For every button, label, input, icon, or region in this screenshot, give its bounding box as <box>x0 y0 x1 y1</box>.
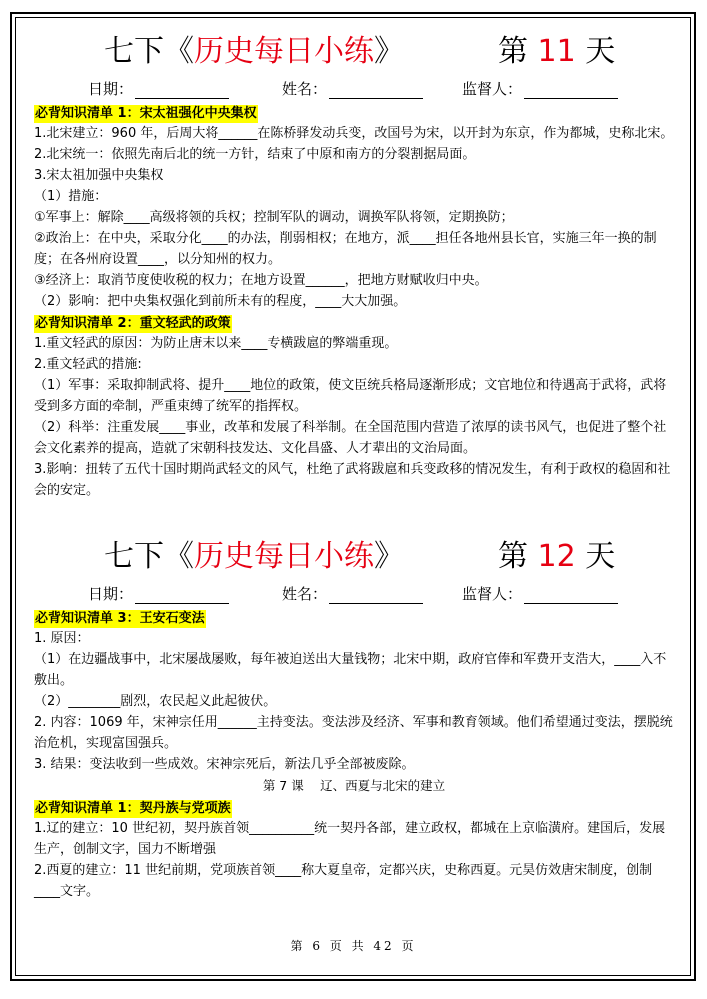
paragraph: 1.北宋建立：960 年，后周大将______在陈桥驿发动兵变，改国号为宋，以开封为东京，作为都城，史称北宋。 <box>34 126 674 141</box>
paragraph: （2）科举：注重发展____事业，改革和发展了科举制。在全国范围内营造了浓厚的读书风气，也促进了整个社会文化素养的提高，造就了宋朝科技发达、文化昌盛、人才辈出的文治局面。 <box>34 420 667 456</box>
paragraph: 2. 内容：1069 年，宋神宗任用______主持变法。变法涉及经济、军事和教育领域。他们希望通过变法，摆脱统治危机，实现富国强兵。 <box>34 715 673 751</box>
worksheet-title <box>104 30 404 74</box>
name-field-blank <box>329 590 423 604</box>
day-number: 12 <box>537 539 576 574</box>
worksheet-content <box>34 30 674 902</box>
paragraph: ①军事上：解除____高级将领的兵权；控制军队的调动，调换军队将领，定期换防； <box>34 210 514 225</box>
paragraph: 1.辽的建立：10 世纪初，契丹族首领__________统一契丹各部，建立政权，都城在上京临潢府。建国后，发展生产，创制文字，国力不断增强 <box>34 821 666 857</box>
paragraph: 2.重文轻武的措施: <box>34 357 142 372</box>
title-prefix: 七下《 <box>104 539 194 574</box>
paragraph: 1.重文轻武的原因：为防止唐末以来____专横跋扈的弊端重现。 <box>34 336 398 351</box>
paragraph: ②政治上：在中央，采取分化____的办法，削弱相权；在地方，派____担任各地州县长官，实施三年一换的制度；在各州府设置____，以分知州的权力。 <box>34 231 657 267</box>
supervisor-field-label: 监督人： <box>462 585 523 603</box>
supervisor-field <box>462 583 618 604</box>
paragraph: （1）在边疆战事中，北宋屡战屡败，每年被迫送出大量钱物；北宋中期，政府官俸和军费开支浩大，____入不敷出。 <box>34 652 667 688</box>
supervisor-field-blank <box>524 590 618 604</box>
supervisor-field-blank <box>524 85 618 99</box>
paragraph: 3. 结果：变法收到一些成效。宋神宗死后，新法几乎全部被废除。 <box>34 757 415 772</box>
date-field-label: 日期： <box>88 585 134 603</box>
paragraph: 3.宋太祖加强中央集权 <box>34 168 164 183</box>
day-suffix: 天 <box>585 539 616 574</box>
section-heading-row <box>34 607 674 628</box>
paragraph: 3.影响：扭转了五代十国时期尚武轻文的风气，杜绝了武将跋扈和兵变政移的情况发生，有利于政权的稳固和社会的安定。 <box>34 462 671 498</box>
day-suffix: 天 <box>585 34 616 69</box>
title-main: 历史每日小练 <box>194 34 374 69</box>
name-field <box>282 583 423 604</box>
paragraph: （1）军事：采取抑制武将、提升____地位的政策，使文臣统兵格局逐渐形成；文官地位和待遇高于武将，武将受到多方面的牵制，严重束缚了统军的指挥权。 <box>34 378 667 414</box>
name-field-label: 姓名： <box>282 80 328 98</box>
worksheet-header <box>34 30 674 74</box>
title-suffix: 》 <box>374 34 404 69</box>
name-field <box>282 78 423 99</box>
paragraph: ③经济上：取消节度使收税的权力；在地方设置______，把地方财赋收归中央。 <box>34 273 488 288</box>
title-prefix: 七下《 <box>104 34 194 69</box>
section-heading-row <box>34 102 674 123</box>
page-footer: 第 6 页 共 42 页 <box>290 939 417 953</box>
worksheet-header <box>34 535 674 579</box>
section-heading-row <box>34 797 674 818</box>
name-field-blank <box>329 85 423 99</box>
paragraph: （1）措施： <box>34 189 108 204</box>
knowledge-list-heading: 必背知识清单 3：王安石变法 <box>35 611 205 626</box>
paragraph: 2.北宋统一：依照先南后北的统一方针，结束了中原和南方的分裂割据局面。 <box>34 147 476 162</box>
date-field <box>88 583 229 604</box>
title-main: 历史每日小练 <box>194 539 374 574</box>
paragraph: 2.西夏的建立：11 世纪前期，党项族首领____称大夏皇帝，定都兴庆，史称西夏。元昊仿效唐宋制度，创制____文字。 <box>34 863 653 899</box>
date-field <box>88 78 229 99</box>
title-suffix: 》 <box>374 539 404 574</box>
supervisor-field-label: 监督人： <box>462 80 523 98</box>
name-field-label: 姓名： <box>282 585 328 603</box>
knowledge-list-heading: 必背知识清单 1：宋太祖强化中央集权 <box>35 106 257 121</box>
date-field-label: 日期： <box>88 80 134 98</box>
fill-in-fields <box>34 74 674 102</box>
paragraph: （2）________剧烈，农民起义此起彼伏。 <box>34 694 277 709</box>
section-gap <box>34 501 674 535</box>
day-prefix: 第 <box>498 34 528 69</box>
worksheet-title <box>104 535 404 579</box>
day-label <box>498 535 615 579</box>
knowledge-list-heading: 必背知识清单 2：重文轻武的政策 <box>35 316 231 331</box>
paragraph: 1. 原因： <box>34 631 90 646</box>
fill-in-fields <box>34 579 674 607</box>
supervisor-field <box>462 78 618 99</box>
paragraph: （2）影响：把中央集权强化到前所未有的程度，____大大加强。 <box>34 294 407 309</box>
section-heading-row <box>34 312 674 333</box>
day-prefix: 第 <box>498 539 528 574</box>
date-field-blank <box>135 85 229 99</box>
knowledge-list-heading: 必背知识清单 1：契丹族与党项族 <box>35 801 231 816</box>
day-label <box>498 30 615 74</box>
date-field-blank <box>135 590 229 604</box>
day-number: 11 <box>537 34 576 69</box>
lesson-title: 第 7 课 辽、西夏与北宋的建立 <box>262 778 446 793</box>
